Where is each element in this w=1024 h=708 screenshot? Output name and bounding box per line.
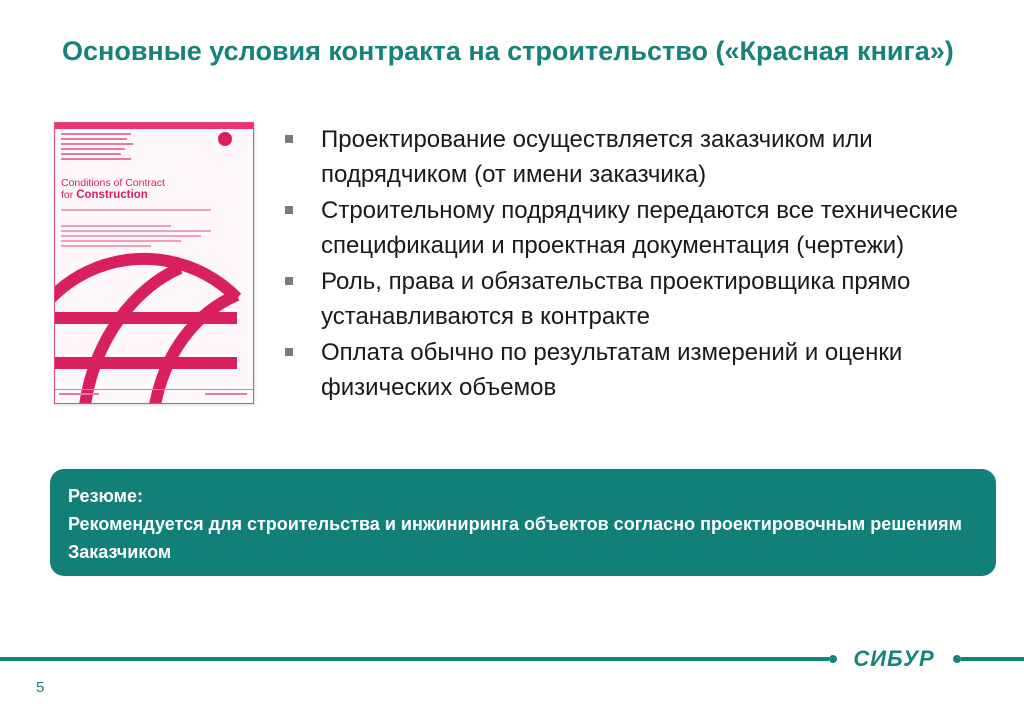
slide-title: Основные условия контракта на строительство («Красная книга») [62,36,954,66]
globe-graphic [55,123,253,403]
bullet-list [282,122,982,406]
logo-text: СИБУР [853,646,935,671]
square-bullet-icon [285,135,293,143]
summary-text: Рекомендуется для строительства и инжиниринга объектов согласно проектировочным решениям Заказчиком [68,514,962,562]
bullet-text: Роль, права и обязательства проектировщика прямо устанавливаются в контракте [321,268,911,330]
square-bullet-icon [285,277,293,285]
bullet-text: Оплата обычно по результатам измерений и оценки физических объемов [321,339,903,401]
bullet-text: Проектирование осуществляется заказчиком или подрядчиком (от имени заказчика) [321,126,873,188]
cover-line-2: for [61,189,74,201]
logo-right-dot-icon [953,655,961,663]
cover-title [61,177,247,201]
bullet-item [282,264,982,334]
bullet-item [282,335,982,405]
logo-left-dot-icon [829,655,837,663]
cover-line-3: Construction [76,189,148,201]
cover-line-1: Conditions of Contract [61,177,165,189]
summary-box [50,469,996,576]
square-bullet-icon [285,348,293,356]
sibur-logo [829,645,961,673]
bullet-text: Строительному подрядчику передаются все технические спецификации и проектная документация (чертежи) [321,197,959,259]
square-bullet-icon [285,206,293,214]
red-book-cover-image [54,122,254,404]
page-number: 5 [36,679,45,696]
bullet-item [282,193,982,263]
bullet-item [282,122,982,192]
summary-heading: Резюме: [68,486,143,506]
